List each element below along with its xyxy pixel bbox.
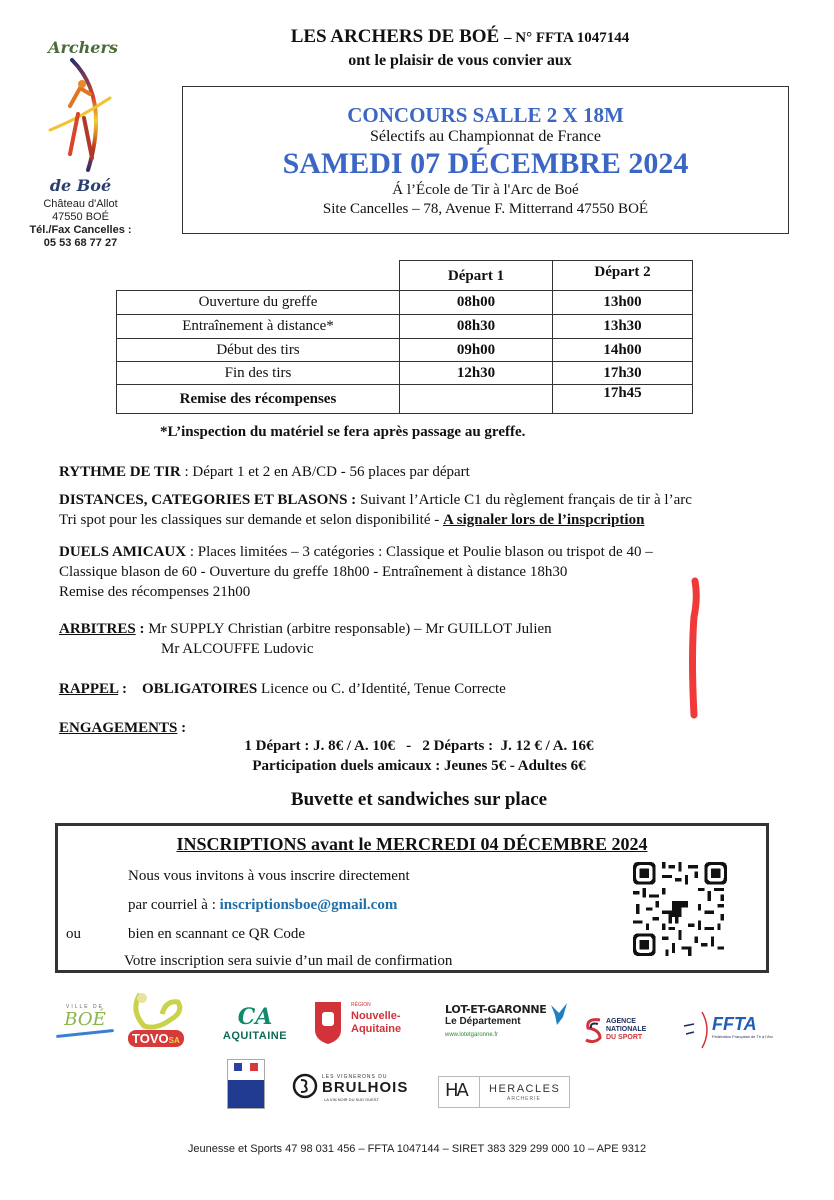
- event-selection: Sélectifs au Championnat de France: [369, 128, 602, 145]
- sponsor-nouvelle-aquitaine-logo: [313, 1000, 423, 1050]
- sponsor-small-text: CA: [237, 1004, 273, 1030]
- sponsor-ville-de-boe-logo: [56, 1004, 114, 1050]
- inscriptions-line3: bien en scannant ce QR Code: [128, 926, 306, 942]
- ans-s-icon: [584, 1016, 604, 1044]
- rythme-section: [59, 462, 470, 482]
- inscriptions-title: INSCRIPTIONS avant le MERCREDI 04 DÉCEMBRE 2024: [176, 834, 648, 854]
- page-title: [180, 26, 740, 48]
- inscriptions-line2: [128, 897, 397, 914]
- depart-1-time: 12h30: [400, 362, 553, 385]
- duels-line3: Remise des récompenses 21h00: [59, 584, 251, 600]
- column-header-depart-2: Départ 2: [553, 261, 693, 291]
- ffta-bow-icon: [680, 1010, 710, 1050]
- depart-1-time: 08h30: [400, 315, 553, 339]
- rappel-text: Licence ou C. d’Identité, Tenue Correcte: [257, 681, 506, 697]
- rappel-emphasis: OBLIGATOIRES: [141, 681, 258, 697]
- table-row: [117, 362, 693, 385]
- sponsor-tagline: LA VIN NOIR DU SUD OUEST: [324, 1097, 379, 1102]
- distances-text: Suivant l’Article C1 du règlement français de tir à l’arc: [356, 492, 692, 508]
- club-phone-label: Tél./Fax Cancelles :: [29, 224, 132, 236]
- sponsor-text: AQUITAINE: [222, 1030, 288, 1042]
- event-venue: Á l’École de Tir à l'Arc de Boé: [392, 182, 579, 198]
- email-link[interactable]: inscriptionsboe@gmail.com: [219, 897, 398, 913]
- logo-word-archers: Archers: [48, 38, 118, 57]
- dragon-icon: [126, 990, 188, 1034]
- depart-1-time: 08h00: [400, 291, 553, 315]
- inscriptions-box: [55, 823, 769, 973]
- depart-2-time: 14h00: [553, 339, 693, 362]
- footer-legal: Jeunesse et Sports 47 98 031 456 – FFTA 1047144 – SIRET 383 329 299 000 10 – APE 9312: [187, 1143, 647, 1155]
- or-label: ou: [66, 926, 81, 942]
- engagements-label: ENGAGEMENTS: [59, 720, 178, 736]
- lot-et-garonne-mark-icon: [549, 1003, 569, 1025]
- sponsor-lot-et-garonne-logo: [445, 1003, 575, 1049]
- lion-shield-icon: [313, 1000, 343, 1046]
- rappel-section: [59, 679, 506, 699]
- qr-code-icon[interactable]: [633, 862, 727, 956]
- distances-section: [59, 490, 789, 530]
- sponsor-small-text: Le Département: [445, 1016, 521, 1027]
- depart-1-time: 09h00: [400, 339, 553, 362]
- club-logo: [18, 38, 143, 258]
- sponsor-text: BOÉ: [64, 1009, 106, 1030]
- table-row: [117, 291, 693, 315]
- ffta-number: – N° FFTA 1047144: [503, 30, 630, 46]
- sponsor-brulhois-logo: [292, 1073, 408, 1107]
- sponsor-small-text: VILLE DE: [66, 1004, 104, 1010]
- row-label: Début des tirs: [117, 339, 400, 362]
- sponsor-heracles-logo: [438, 1076, 570, 1108]
- sponsor-small-text: RÉGION: [351, 1002, 371, 1008]
- inscriptions-line4: Votre inscription sera suivie d’un mail de confirmation: [124, 953, 453, 969]
- duels-text: : Places limitées – 3 catégories : Classique et Poulie blason ou trispot de 40 –: [186, 544, 653, 560]
- rappel-label: RAPPEL: [59, 681, 119, 697]
- sponsor-ans-logo: [584, 1016, 664, 1048]
- schedule-corner: [117, 261, 400, 291]
- row-label: Ouverture du greffe: [117, 291, 400, 315]
- sponsor-text: HERACLES: [489, 1083, 561, 1095]
- sponsor-text: AGENCE NATIONALE: [606, 1018, 647, 1033]
- table-row: [117, 315, 693, 339]
- duels-section: [59, 542, 789, 602]
- event-box: [182, 86, 789, 234]
- sponsor-url: www.lotetgaronne.fr: [445, 1032, 499, 1038]
- arbitres-label: ARBITRES: [59, 621, 136, 637]
- sponsor-text: FFTA: [712, 1014, 757, 1034]
- arbitres-sep: :: [135, 621, 149, 637]
- inscriptions-line1: Nous vous invitons à vous inscrire directement: [128, 868, 410, 884]
- rythme-text: : Départ 1 et 2 en AB/CD - 56 places par départ: [180, 464, 470, 480]
- arbitres-line1: Mr SUPPLY Christian (arbitre responsable) – Mr GUILLOT Julien: [148, 621, 552, 637]
- schedule-header-row: [117, 261, 693, 291]
- rythme-label: RYTHME DE TIR: [59, 464, 181, 480]
- distances-emphasis: A signaler lors de l’inspcription: [443, 512, 645, 528]
- inspection-note: *L’inspection du matériel se fera après passage au greffe.: [160, 424, 526, 440]
- schedule-table: [116, 260, 693, 414]
- sponsor-text: Nouvelle-Aquitaine: [351, 1010, 402, 1035]
- email-prefix: par courriel à :: [128, 897, 220, 913]
- heracles-mark: HA: [445, 1080, 467, 1101]
- engagements-duels: Participation duels amicaux : Jeunes 5€ - Adultes 6€: [252, 758, 586, 774]
- depart-2-time: 17h30: [553, 362, 693, 385]
- buvette-notice: Buvette et sandwiches sur place: [290, 789, 548, 810]
- engagements-sep: :: [177, 720, 187, 736]
- table-row: [117, 385, 693, 414]
- club-name: LES ARCHERS DE BOÉ: [290, 26, 500, 47]
- arbitres-section: [59, 619, 552, 659]
- depart-2-time: 13h00: [553, 291, 693, 315]
- sponsor-small-text: DU SPORT: [606, 1034, 643, 1041]
- distances-line2: Tri spot pour les classiques sur demande et selon disponibilité -: [59, 512, 443, 528]
- sponsor-prefet-logo: [227, 1059, 265, 1109]
- club-address-line1: Château d'Allot: [43, 198, 118, 210]
- depart-2-time: 17h45: [553, 385, 693, 414]
- sponsor-ffta-logo: [680, 1010, 780, 1050]
- column-header-depart-1: Départ 1: [400, 261, 553, 291]
- engagements-fees: 1 Départ : J. 8€ / A. 10€ - 2 Départs : J. 12 € / A. 16€: [244, 738, 594, 754]
- row-label: Remise des récompenses: [117, 385, 400, 414]
- club-contact: [18, 198, 143, 250]
- sponsor-text: LOT-ET-GARONNE: [445, 1003, 547, 1016]
- rappel-sep: :: [118, 681, 142, 697]
- sponsor-text: TOVO: [132, 1031, 169, 1046]
- sponsor-small-text: LES VIGNERONS DU: [322, 1074, 388, 1080]
- row-label: Entraînement à distance*: [117, 315, 400, 339]
- arbitres-line2: Mr ALCOUFFE Ludovic: [161, 641, 314, 657]
- logo-word-de-boe: de Boé: [49, 176, 112, 195]
- sponsor-credit-agricole-logo: [212, 1004, 298, 1052]
- engagements-section: [59, 718, 186, 738]
- event-title: CONCOURS SALLE 2 X 18M: [347, 103, 624, 127]
- red-pen-mark: [686, 577, 702, 719]
- duels-label: DUELS AMICAUX: [59, 544, 187, 560]
- sponsor-small-text: Fédération Française de Tir à l'Arc: [712, 1034, 774, 1039]
- sponsor-small-text: ARCHERIE: [507, 1096, 541, 1102]
- page-subtitle: ont le plaisir de vous convier aux: [348, 52, 572, 69]
- club-phone: 05 53 68 77 27: [43, 237, 118, 249]
- club-address-line2: 47550 BOÉ: [52, 211, 109, 223]
- table-row: [117, 339, 693, 362]
- brulhois-b-icon: [292, 1073, 318, 1099]
- depart-1-time: [400, 385, 553, 414]
- event-date: SAMEDI 07 DÉCEMBRE 2024: [282, 147, 689, 180]
- archer-figure-icon: [40, 58, 130, 176]
- row-label: Fin des tirs: [117, 362, 400, 385]
- sponsor-text: BRULHOIS: [322, 1079, 409, 1096]
- sponsor-small-text: SA: [168, 1036, 180, 1045]
- depart-2-time: 13h30: [553, 315, 693, 339]
- distances-label: DISTANCES, CATEGORIES ET BLASONS :: [59, 492, 357, 508]
- event-address: Site Cancelles – 78, Avenue F. Mitterrand 47550 BOÉ: [322, 201, 649, 217]
- duels-line2: Classique blason de 60 - Ouverture du greffe 18h00 - Entraînement à distance 18h30: [59, 564, 568, 580]
- sponsor-tovo-logo: [126, 990, 188, 1054]
